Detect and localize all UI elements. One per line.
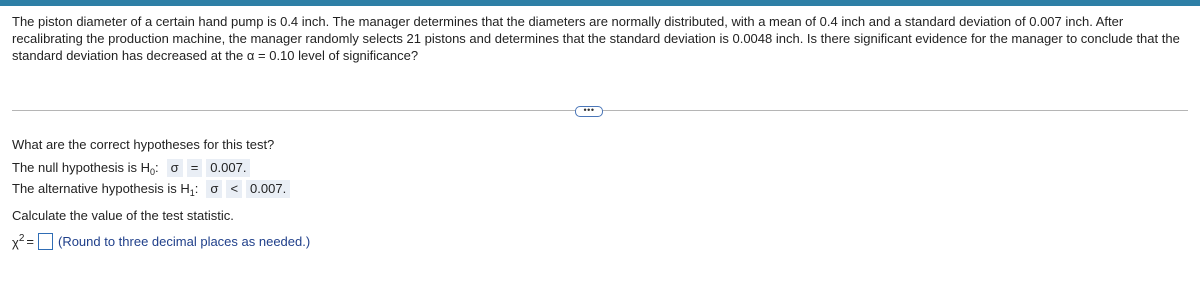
more-options-button[interactable]: ••• (575, 106, 603, 117)
problem-statement: The piston diameter of a certain hand pump is 0.4 inch. The manager determines that the diameters are normally distributed, with a mean of 0.4 inch and a standard deviation of 0.007 inch. After recalibrating the production machine, the manager randomly selects 21 pistons and determines that the standard deviation is 0.0048 inch. Is there significant evidence for the manager to conclude that the standard deviation has decreased at the α = 0.10 level of significance? (12, 14, 1180, 63)
test-statistic-input[interactable] (38, 233, 53, 250)
null-hypothesis-label: The null hypothesis is $H_0$: (12, 159, 159, 177)
test-statistic-row (12, 232, 310, 250)
alternative-hypothesis-row (12, 179, 290, 199)
alt-parameter-select[interactable]: σ (206, 180, 222, 198)
alternative-hypothesis-label: The alternative hypothesis is $H_1$: (12, 180, 199, 198)
null-parameter-select[interactable]: σ (167, 159, 183, 177)
alt-operator-select[interactable]: < (226, 180, 242, 198)
equals-sign: = (26, 233, 34, 249)
chi-square-symbol: $\chi^2$ (12, 232, 25, 250)
null-operator-select[interactable]: = (187, 159, 203, 177)
test-statistic-prompt: Calculate the value of the test statistic. (12, 208, 234, 223)
null-hypothesis-row (12, 158, 250, 178)
null-value-field[interactable]: 0.007. (206, 159, 250, 177)
top-accent-bar (0, 0, 1200, 6)
hypotheses-question: What are the correct hypotheses for this test? (12, 137, 275, 152)
alt-value-field[interactable]: 0.007. (246, 180, 290, 198)
rounding-hint: (Round to three decimal places as needed.) (57, 233, 311, 249)
